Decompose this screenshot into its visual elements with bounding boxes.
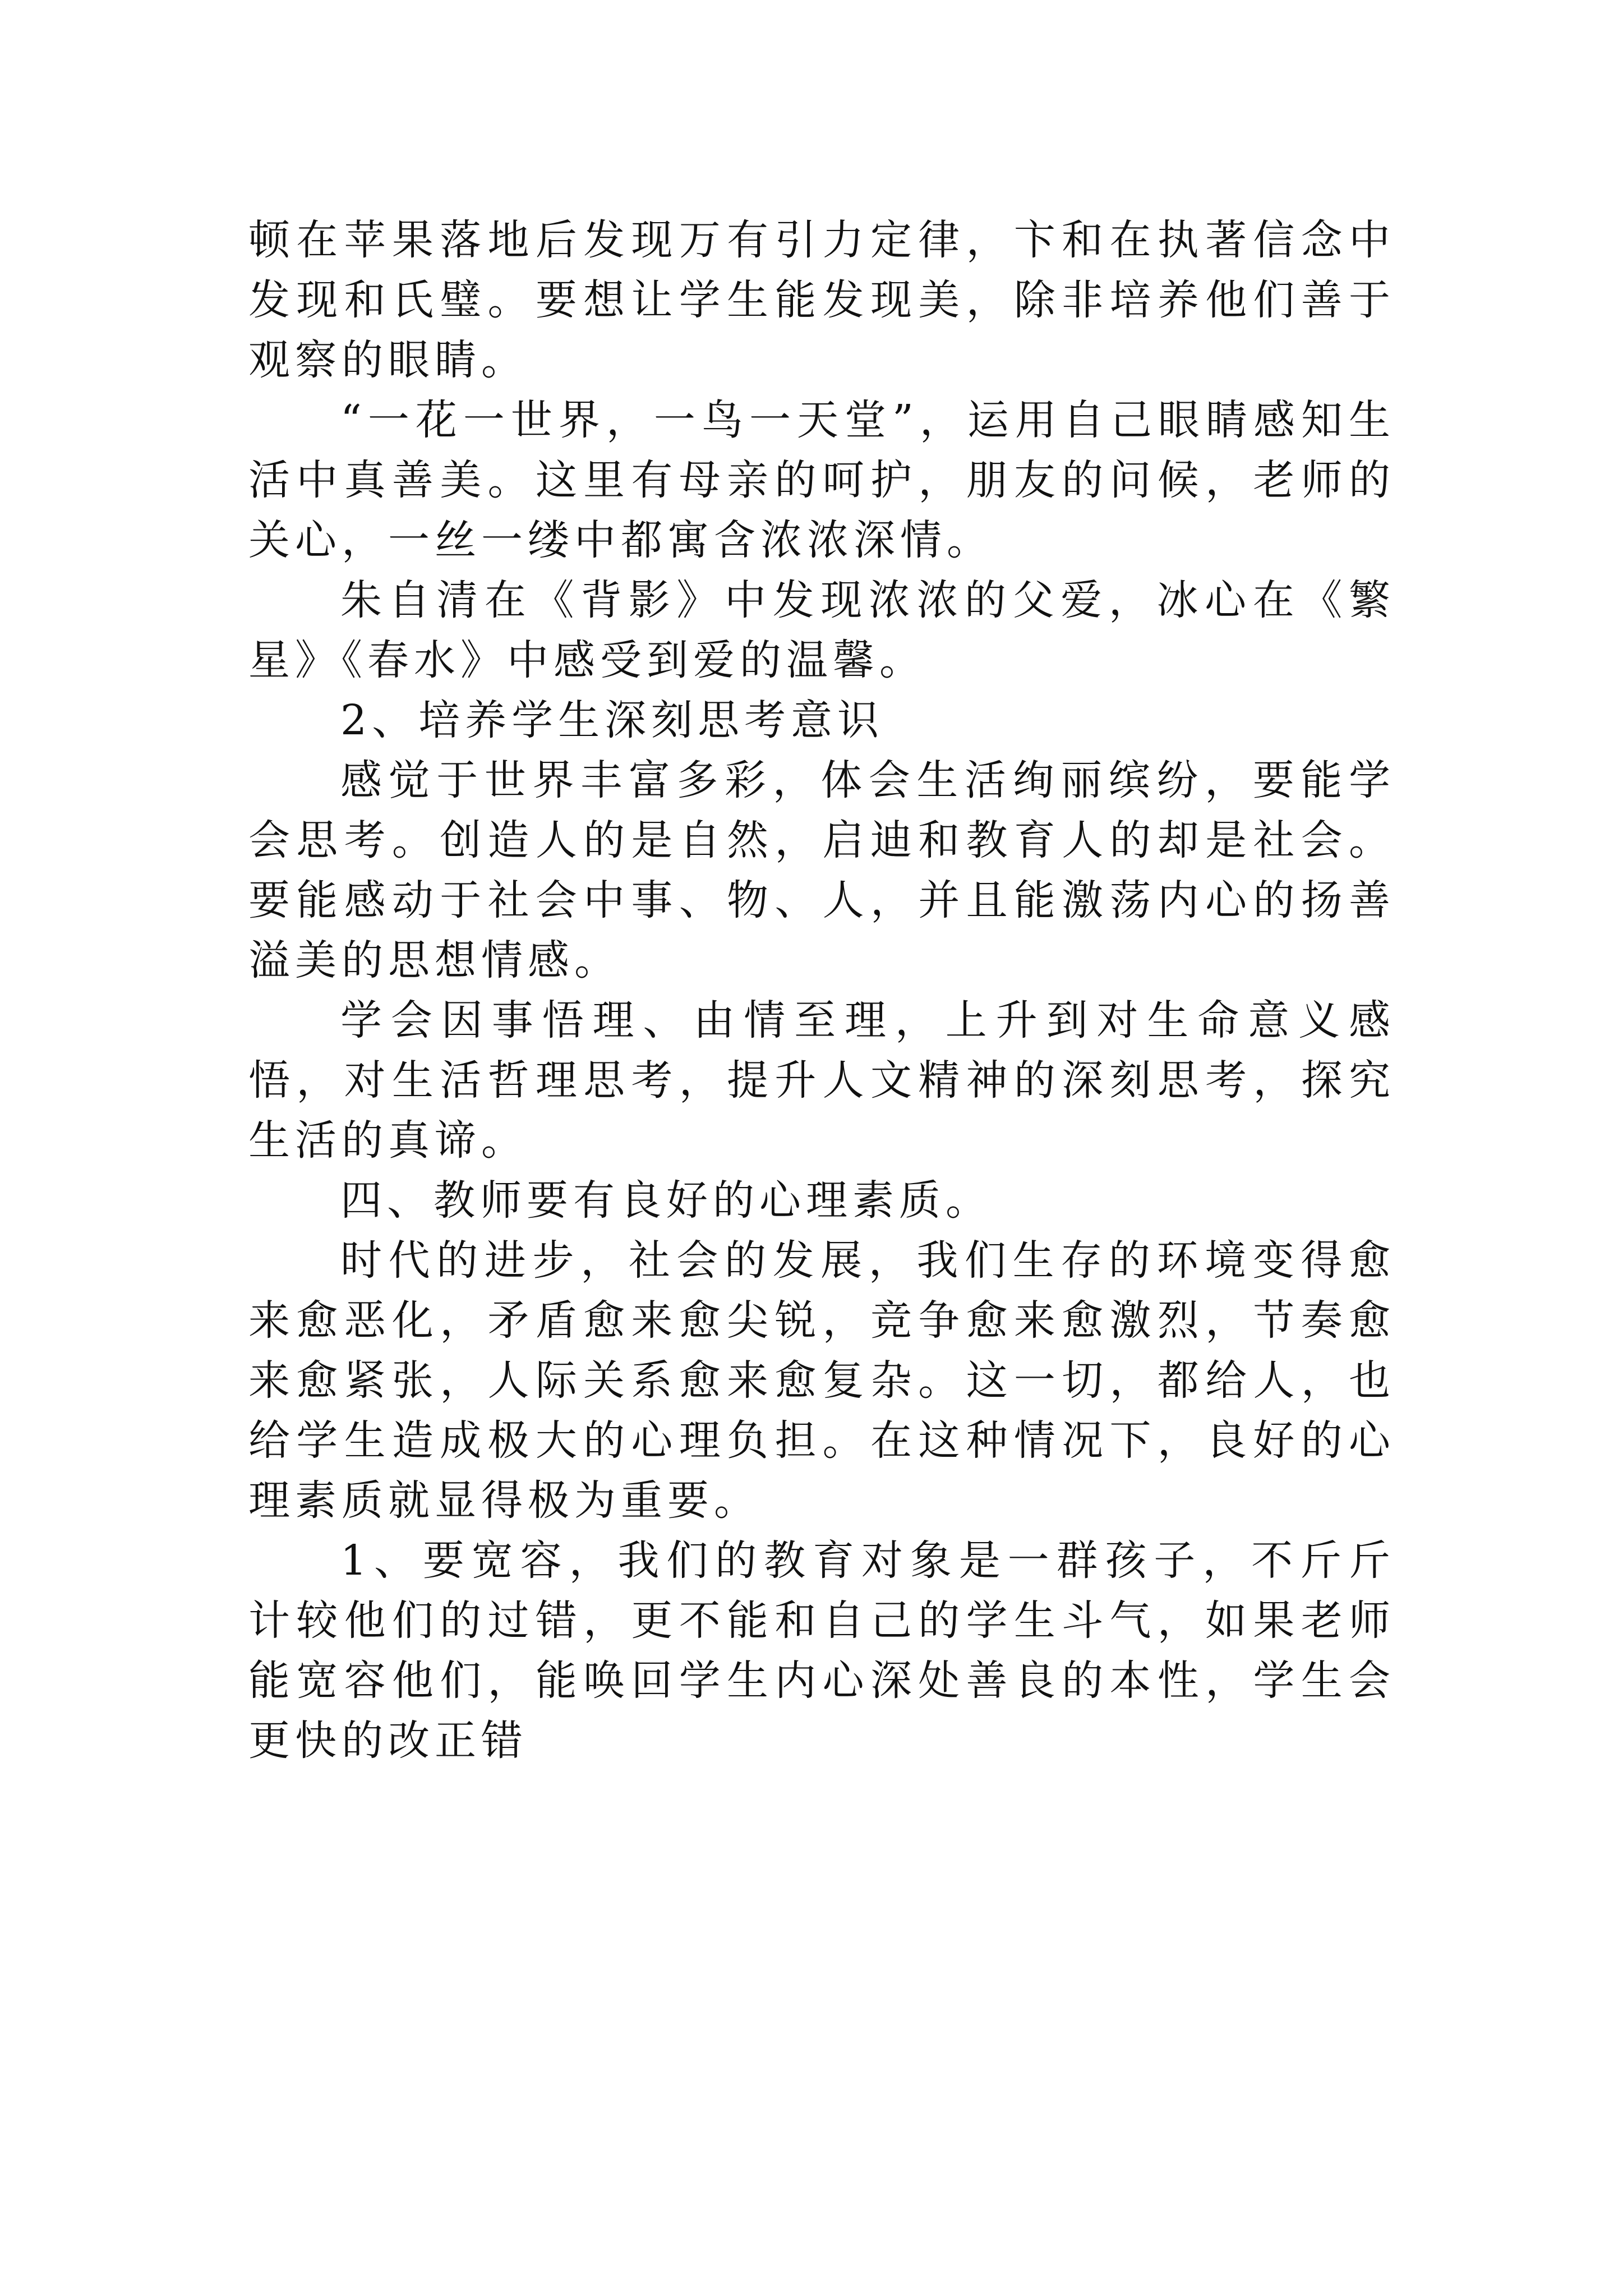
paragraph: 感觉于世界丰富多彩，体会生活绚丽缤纷，要能学会思考。创造人的是自然，启迪和教育人的却是社会。要能感动于社会中事、物、人，并且能激荡内心的扬善溢美的思想情感。 (248, 756, 1395, 984)
paragraph: 时代的进步，社会的发展，我们生存的环境变得愈来愈恶化，矛盾愈来愈尖锐，竞争愈来愈激烈，节奏愈来愈紧张，人际关系愈来愈复杂。这一切，都给人，也给学生造成极大的心理负担。在这种情况下，良好的心理素质就显得极为重要。 (248, 1236, 1395, 1525)
paragraph: “一花一世界，一鸟一天堂”，运用自己眼睛感知生活中真善美。这里有母亲的呵护，朋友的问候，老师的关心，一丝一缕中都寓含浓浓深情。 (248, 396, 1395, 564)
document-body (248, 210, 1395, 1771)
paragraph: 朱自清在《背影》中发现浓浓的父爱，冰心在《繁星》《春水》中感受到爱的温馨。 (248, 576, 1395, 684)
section-heading: 2、培养学生深刻思考意识 (340, 696, 884, 744)
paragraph: 1、要宽容，我们的教育对象是一群孩子，不斤斤计较他们的过错，更不能和自己的学生斗气，如果老师能宽容他们，能唤回学生内心深处善良的本性，学生会更快的改正错 (248, 1536, 1395, 1765)
paragraph: 顿在苹果落地后发现万有引力定律，卞和在执著信念中发现和氏璧。要想让学生能发现美，除非培养他们善于观察的眼睛。 (248, 216, 1395, 384)
paragraph: 学会因事悟理、由情至理，上升到对生命意义感悟，对生活哲理思考，提升人文精神的深刻思考，探究生活的真谛。 (248, 996, 1395, 1165)
section-heading: 四、教师要有良好的心理素质。 (340, 1176, 992, 1225)
